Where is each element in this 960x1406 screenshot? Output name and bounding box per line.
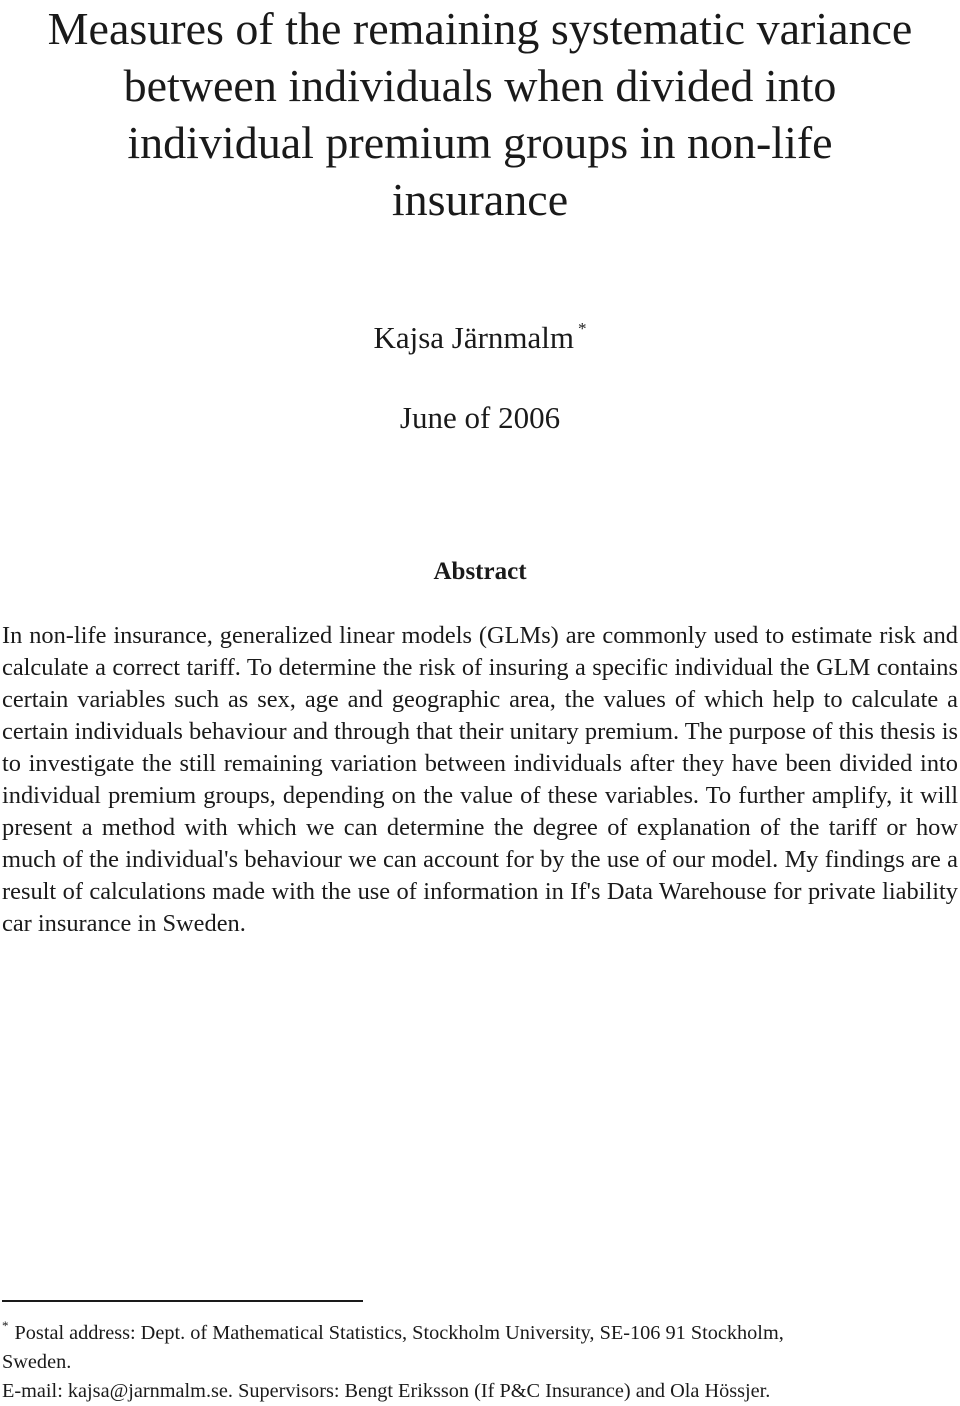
title-line: between individuals when divided into [123, 60, 837, 111]
footnote-divider [2, 1300, 363, 1302]
title-line: individual premium groups in non-life [127, 117, 833, 168]
title-line: Measures of the remaining systematic variance [47, 3, 913, 54]
footnote-line-2: Sweden. [2, 1351, 72, 1373]
abstract-body: In non-life insurance, generalized linear models (GLMs) are commonly used to estimate risk and calculate a correct tariff. To determine the risk of insuring a specific individual the GLM contains certain variables such as sex, age and geographic area, the values of which help to calculate a certain individuals behaviour and through that their unitary premium. The purpose of this thesis is to investigate the still remaining variation between individuals after they have been divided into individual premium groups, depending on the value of these variables. To further amplify, it will present a method with which we can determine the degree of explanation of the tariff or how much of the individual's behaviour we can account for by the use of our model. My findings are a result of calculations made with the use of information in If's Data Warehouse for private liability car insurance in Sweden. [2, 622, 958, 937]
footnote-postal-address: Postal address: Dept. of Mathematical Statistics, Stockholm University, SE-106 91 Stockholm, [14, 1322, 784, 1344]
author-name: Kajsa Järnmalm [373, 320, 575, 355]
footnote-line-1 [2, 1319, 952, 1348]
publication-date: June of 2006 [399, 400, 561, 435]
title-line: insurance [391, 174, 569, 225]
footnote-line-3: E-mail: kajsa@jarnmalm.se. Supervisors: Bengt Eriksson (If P&C Insurance) and Ola Hössjer. [2, 1380, 771, 1402]
author-line [0, 318, 960, 358]
footnote [2, 1319, 952, 1406]
paper-title [0, 0, 960, 228]
author-footnote-marker: * [578, 319, 587, 338]
footnote-marker: * [2, 1318, 9, 1333]
abstract-heading: Abstract [433, 558, 527, 585]
